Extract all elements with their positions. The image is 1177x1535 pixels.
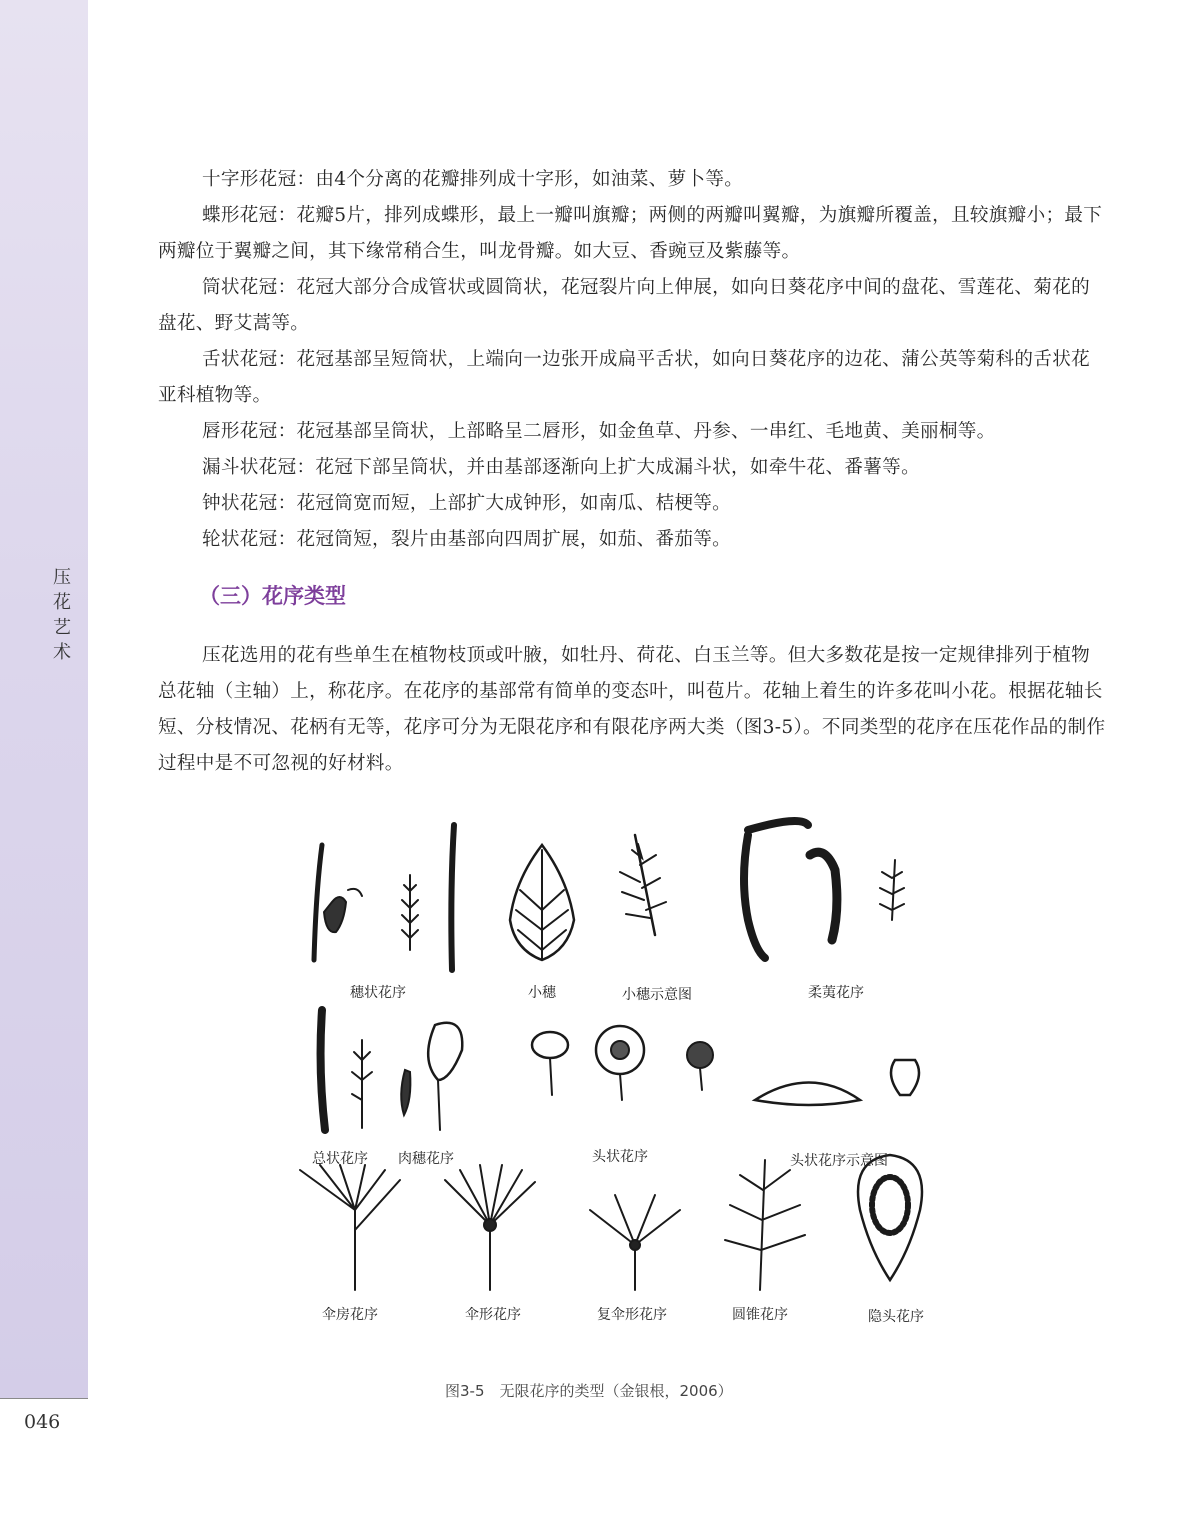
label-spikelet-diagram: 小穗示意图 — [622, 987, 692, 1003]
side-band — [0, 0, 88, 1398]
capitulum-illustration — [532, 1026, 713, 1100]
label-umbel: 伞形花序 — [465, 1307, 521, 1323]
label-corymb: 伞房花序 — [322, 1307, 378, 1323]
compound-umbel-illustration — [590, 1195, 680, 1290]
paragraph: 蝶形花冠：花瓣5片，排列成蝶形，最上一瓣叫旗瓣；两侧的两瓣叫翼瓣，为旗瓣所覆盖，且较旗瓣小；最下两瓣位于翼瓣之间，其下缘常稍合生，叫龙骨瓣。如大豆、香豌豆及紫藤等。 — [158, 205, 1103, 262]
label-compound-umbel: 复伞形花序 — [597, 1307, 667, 1323]
label-spadix: 肉穗花序 — [398, 1151, 454, 1167]
corolla-types-text — [158, 162, 1106, 558]
figure-caption: 图3-5 无限花序的类型（金银根，2006） — [445, 1382, 733, 1400]
corymb-illustration — [300, 1165, 400, 1290]
label-spikelet: 小穗 — [528, 985, 556, 1001]
paragraph: 漏斗状花冠：花冠下部呈筒状，并由基部逐渐向上扩大成漏斗状，如牵牛花、番薯等。 — [202, 457, 920, 478]
running-title: 压花艺术 — [53, 567, 71, 663]
catkin-illustration — [744, 821, 904, 958]
section-heading: （三）花序类型 — [199, 584, 346, 608]
spadix-illustration — [401, 1023, 462, 1130]
label-capitulum: 头状花序 — [592, 1149, 648, 1165]
label-capitulum-diagram: 头状花序示意图 — [790, 1153, 888, 1169]
spikelet-diagram-illustration — [620, 835, 666, 935]
page-number: 046 — [24, 1411, 61, 1433]
paragraph: 轮状花冠：花冠筒短，裂片由基部向四周扩展，如茄、番茄等。 — [202, 529, 732, 550]
paragraph: 十字形花冠：由4个分离的花瓣排列成十字形，如油菜、萝卜等。 — [202, 169, 744, 190]
section-paragraph: 压花选用的花有些单生在植物枝顶或叶腋，如牡丹、荷花、白玉兰等。但大多数花是按一定规律排列于植物总花轴（主轴）上，称花序。在花序的基部常有简单的变态叶，叫苞片。花轴上着生的许多花叫小花。根据花轴长短、分枝情况、花柄有无等，花序可分为无限花序和有限花序两大类（图3-5）。不同类型的花序在压花作品的制作过程中是不可忽视的好材料。 — [158, 645, 1106, 774]
hypanthodium-illustration — [858, 1155, 922, 1280]
paragraph: 舌状花冠：花冠基部呈短筒状，上端向一边张开成扁平舌状，如向日葵花序的边花、蒲公英等菊科的舌状花亚科植物等。 — [158, 349, 1091, 406]
spike-illustration — [314, 825, 454, 970]
paragraph: 唇形花冠：花冠基部呈筒状，上部略呈二唇形，如金鱼草、丹参、一串红、毛地黄、美丽桐等。 — [202, 421, 996, 442]
capitulum-diagram-illustration — [755, 1060, 919, 1105]
label-spike: 穗状花序 — [350, 985, 406, 1001]
label-raceme: 总状花序 — [312, 1151, 368, 1167]
inflorescence-intro — [158, 638, 1106, 782]
label-hypanthodium: 隐头花序 — [868, 1309, 924, 1325]
footer-rule — [0, 1398, 88, 1399]
panicle-illustration — [725, 1160, 805, 1290]
inflorescence-illustrations — [270, 810, 980, 1350]
paragraph: 钟状花冠：花冠筒宽而短，上部扩大成钟形，如南瓜、桔梗等。 — [202, 493, 732, 514]
umbel-illustration — [445, 1165, 535, 1290]
label-catkin: 柔荑花序 — [808, 985, 864, 1001]
raceme-illustration — [321, 1010, 372, 1130]
paragraph: 筒状花冠：花冠大部分合成管状或圆筒状，花冠裂片向上伸展，如向日葵花序中间的盘花、雪莲花、菊花的盘花、野艾蒿等。 — [158, 277, 1091, 334]
label-panicle: 圆锥花序 — [732, 1307, 788, 1323]
spikelet-illustration — [510, 845, 574, 960]
inflorescence-figure — [270, 810, 980, 1350]
